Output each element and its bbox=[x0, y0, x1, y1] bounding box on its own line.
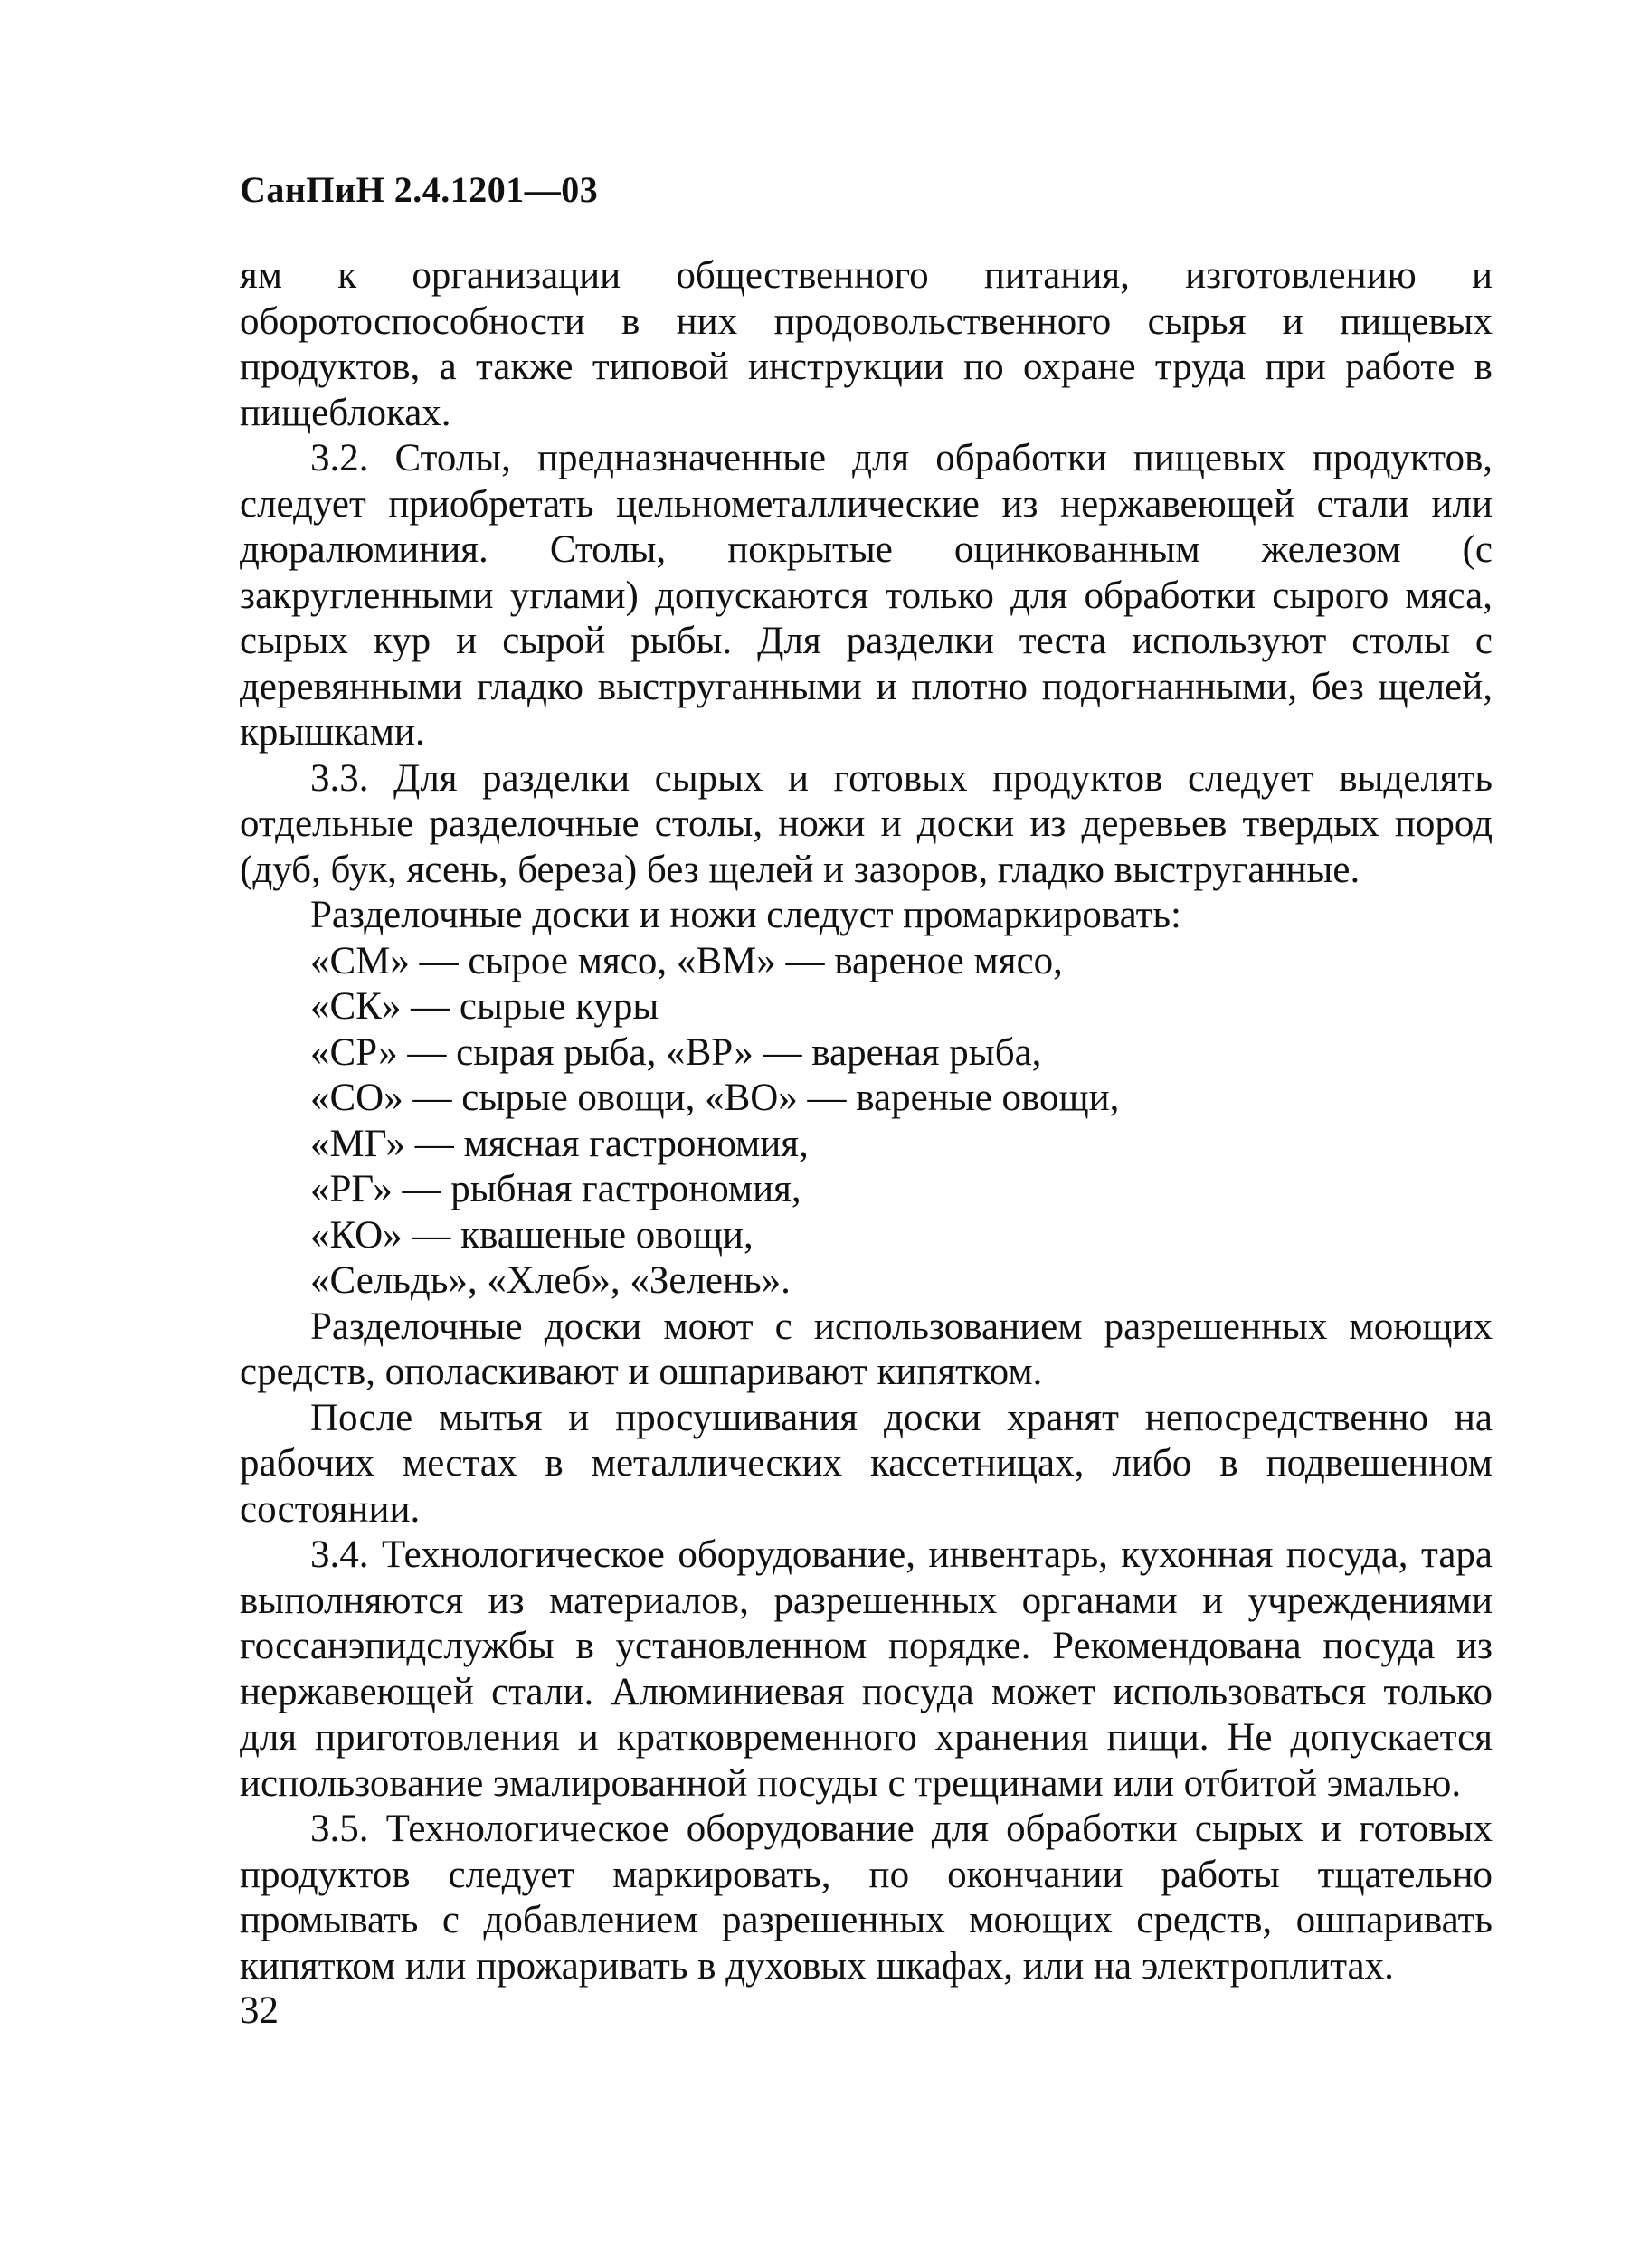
body-text bbox=[240, 253, 1493, 1989]
paragraph-3-5: 3.5. Технологическое оборудование для обработки сырых и готовых продуктов следует маркировать, по окончании работы тщательно промывать с добавлением разрешенных моющих средств, ошпаривать кипятком или прожаривать в духовых шкафах, или на электроплитах. bbox=[240, 1808, 1493, 1988]
paragraph-storage: После мытья и просушивания доски хранят непосредственно на рабочих местах в металлических кассетницах, либо в подвешенном состоянии. bbox=[240, 1396, 1493, 1531]
paragraph-boards-intro: Разделочные доски и ножи следуст промаркировать: bbox=[310, 894, 1181, 936]
list-item: «Сельдь», «Хлеб», «Зелень». bbox=[310, 1259, 791, 1302]
list-item: «СМ» — сырое мясо, «ВМ» — вареное мясо, bbox=[310, 939, 1063, 982]
list-item: «СК» — сырые куры bbox=[310, 985, 659, 1028]
list-item: «МГ» — мясная гастрономия, bbox=[310, 1122, 809, 1165]
page-number: 32 bbox=[240, 1989, 279, 2032]
list-item: «СО» — сырые овощи, «ВО» — вареные овощи, bbox=[310, 1077, 1120, 1119]
list-item: «СР» — сырая рыба, «ВР» — вареная рыба, bbox=[310, 1030, 1042, 1074]
paragraph-3-4: 3.4. Технологическое оборудование, инвентарь, кухонная посуда, тара выполняются из материалов, разрешенных органами и учреждениями госсанэпидслужбы в установленном порядке. Рекомендована посуда из нержавеющей стали. Алюминиевая посуда может использоваться только для приготовления и кратковременного хранения пищи. Не допускается использование эмалированной посуды с трещинами или отбитой эмалью. bbox=[240, 1533, 1493, 1805]
paragraph-3-2: 3.2. Столы, предназначенные для обработки пищевых продуктов, следует приобретать цельнометаллические из нержавеющей стали или дюралюминия. Столы, покрытые оцинкованным железом (с закругленными углами) допускаются только для обработки сырого мяса, сырых кур и сырой рыбы. Для разделки теста используют столы с деревянными гладко выструганными и плотно подогнанными, без щелей, крышками. bbox=[240, 437, 1493, 754]
paragraph-washing: Разделочные доски моют с использованием разрешенных моющих средств, ополаскивают и ошпаривают кипятком. bbox=[240, 1305, 1493, 1393]
running-header: СанПиН 2.4.1201—03 bbox=[240, 169, 599, 210]
marking-list bbox=[240, 939, 1493, 1305]
paragraph-3-3: 3.3. Для разделки сырых и готовых продуктов следует выделять отдельные разделочные столы, ножи и доски из деревьев твердых пород (дуб, бук, ясень, береза) без щелей и зазоров, гладко выструганные. bbox=[240, 756, 1493, 891]
list-item: «РГ» — рыбная гастрономия, bbox=[310, 1168, 801, 1210]
paragraph-continuation: ям к организации общественного питания, изготовлению и оборотоспособности в них продовольственного сырья и пищевых продуктов, а также типовой инструкции по охране труда при работе в пищеблоках. bbox=[240, 254, 1493, 434]
list-item: «КО» — квашеные овощи, bbox=[310, 1213, 754, 1257]
